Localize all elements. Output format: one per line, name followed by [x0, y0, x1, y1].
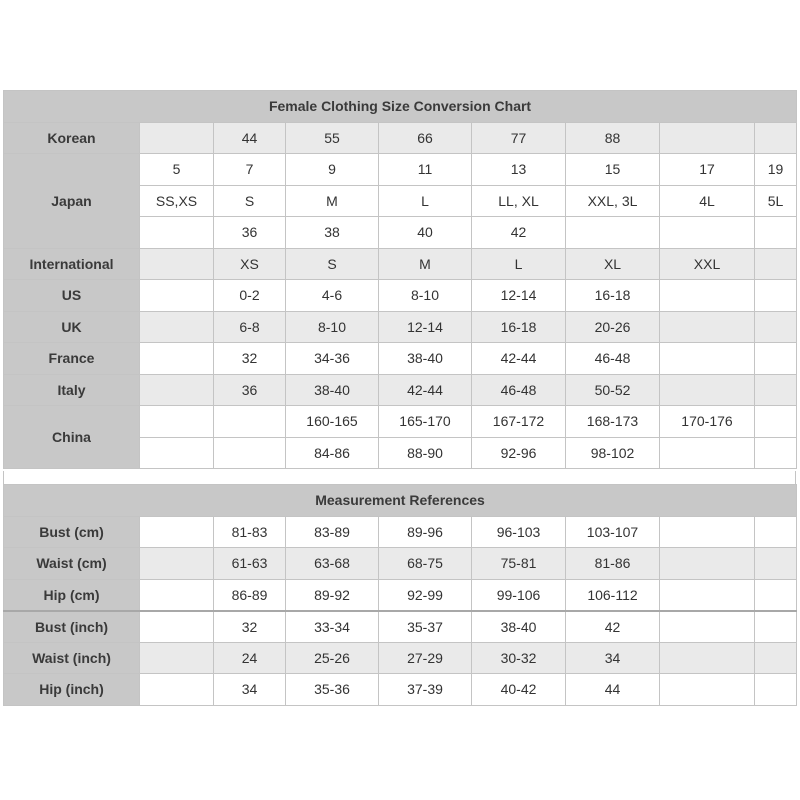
cell: 99-106 [472, 579, 566, 611]
cell [140, 642, 214, 674]
cell [660, 516, 755, 548]
row-label-bust-cm: Bust (cm) [4, 516, 140, 548]
cell: L [472, 248, 566, 280]
cell: 27-29 [379, 642, 472, 674]
cell: 89-92 [286, 579, 379, 611]
cell: 16-18 [566, 280, 660, 312]
cell [140, 406, 214, 438]
cell: XL [566, 248, 660, 280]
cell: 96-103 [472, 516, 566, 548]
cell [755, 343, 797, 375]
cell: 35-37 [379, 611, 472, 643]
cell: M [379, 248, 472, 280]
cell: 40 [379, 217, 472, 249]
cell: 160-165 [286, 406, 379, 438]
cell: 68-75 [379, 548, 472, 580]
row-label-hip-cm: Hip (cm) [4, 579, 140, 611]
cell: 167-172 [472, 406, 566, 438]
cell: 106-112 [566, 579, 660, 611]
cell: 0-2 [214, 280, 286, 312]
cell [140, 437, 214, 469]
cell [660, 122, 755, 154]
row-label-waist-inch: Waist (inch) [4, 642, 140, 674]
cell: 38-40 [379, 343, 472, 375]
cell: 5L [755, 185, 797, 217]
cell: 30-32 [472, 642, 566, 674]
cell [214, 437, 286, 469]
row-label-uk: UK [4, 311, 140, 343]
row-label-china: China [4, 406, 140, 469]
cell: XXL [660, 248, 755, 280]
cell [755, 122, 797, 154]
cell [755, 642, 797, 674]
cell [755, 548, 797, 580]
cell: 92-99 [379, 579, 472, 611]
uk-row [4, 311, 797, 343]
cell: 77 [472, 122, 566, 154]
cell [214, 406, 286, 438]
cell: 44 [566, 674, 660, 706]
cell [140, 611, 214, 643]
cell: 24 [214, 642, 286, 674]
cell [140, 579, 214, 611]
row-label-hip-inch: Hip (inch) [4, 674, 140, 706]
cell [140, 280, 214, 312]
cell: 32 [214, 611, 286, 643]
japan-row-1 [4, 154, 797, 186]
cell: 50-52 [566, 374, 660, 406]
cell [755, 311, 797, 343]
cell: 81-86 [566, 548, 660, 580]
cell [660, 217, 755, 249]
cell: 46-48 [472, 374, 566, 406]
cell [140, 248, 214, 280]
cell: 165-170 [379, 406, 472, 438]
cell: 16-18 [472, 311, 566, 343]
cell [755, 374, 797, 406]
cell: 84-86 [286, 437, 379, 469]
cell: 98-102 [566, 437, 660, 469]
size-conversion-table [3, 90, 797, 469]
cell [660, 343, 755, 375]
cell: 66 [379, 122, 472, 154]
cell: 34 [566, 642, 660, 674]
cell [755, 611, 797, 643]
cell: 75-81 [472, 548, 566, 580]
cell: 13 [472, 154, 566, 186]
measurement-table [3, 484, 797, 706]
row-label-france: France [4, 343, 140, 375]
measurement-row [4, 642, 797, 674]
row-label-japan: Japan [4, 154, 140, 249]
cell: 44 [214, 122, 286, 154]
cell [660, 642, 755, 674]
cell: 36 [214, 217, 286, 249]
cell: 103-107 [566, 516, 660, 548]
measurement-title-row [4, 485, 797, 517]
cell [660, 374, 755, 406]
cell: 168-173 [566, 406, 660, 438]
cell [755, 579, 797, 611]
row-label-italy: Italy [4, 374, 140, 406]
cell [755, 674, 797, 706]
size-chart-title-row [4, 91, 797, 123]
cell: 12-14 [472, 280, 566, 312]
cell: L [379, 185, 472, 217]
cell [140, 516, 214, 548]
korean-row [4, 122, 797, 154]
cell: 55 [286, 122, 379, 154]
france-row [4, 343, 797, 375]
cell: 33-34 [286, 611, 379, 643]
cell [660, 579, 755, 611]
cell [566, 217, 660, 249]
cell: 20-26 [566, 311, 660, 343]
cell: 17 [660, 154, 755, 186]
cell: 32 [214, 343, 286, 375]
cell [140, 674, 214, 706]
row-label-us: US [4, 280, 140, 312]
cell: 8-10 [379, 280, 472, 312]
cell: 37-39 [379, 674, 472, 706]
cell: 86-89 [214, 579, 286, 611]
cell: 38 [286, 217, 379, 249]
row-label-korean: Korean [4, 122, 140, 154]
cell: 61-63 [214, 548, 286, 580]
cell: 8-10 [286, 311, 379, 343]
cell [140, 311, 214, 343]
cell: 42 [566, 611, 660, 643]
cell [755, 516, 797, 548]
cell: 5 [140, 154, 214, 186]
cell: 4-6 [286, 280, 379, 312]
italy-row [4, 374, 797, 406]
cell [140, 343, 214, 375]
international-row [4, 248, 797, 280]
cell [660, 674, 755, 706]
cell: 38-40 [286, 374, 379, 406]
cell [660, 437, 755, 469]
cell: 25-26 [286, 642, 379, 674]
row-label-bust-inch: Bust (inch) [4, 611, 140, 643]
cell: 36 [214, 374, 286, 406]
cell: XXL, 3L [566, 185, 660, 217]
cell: 34-36 [286, 343, 379, 375]
measurement-row [4, 516, 797, 548]
cell: M [286, 185, 379, 217]
cell: 11 [379, 154, 472, 186]
row-label-waist-cm: Waist (cm) [4, 548, 140, 580]
row-label-international: International [4, 248, 140, 280]
cell: 89-96 [379, 516, 472, 548]
cell: 42 [472, 217, 566, 249]
cell [660, 548, 755, 580]
measurement-row [4, 611, 797, 643]
cell [660, 311, 755, 343]
cell: 92-96 [472, 437, 566, 469]
cell: 88 [566, 122, 660, 154]
cell [140, 548, 214, 580]
cell [755, 280, 797, 312]
measurement-row [4, 674, 797, 706]
cell [755, 217, 797, 249]
cell [140, 122, 214, 154]
cell: 6-8 [214, 311, 286, 343]
cell [660, 611, 755, 643]
cell [140, 374, 214, 406]
cell [755, 406, 797, 438]
cell: SS,XS [140, 185, 214, 217]
measurement-title: Measurement References [4, 485, 797, 517]
cell: 46-48 [566, 343, 660, 375]
table-spacer [3, 471, 796, 484]
cell: 12-14 [379, 311, 472, 343]
size-chart-title: Female Clothing Size Conversion Chart [4, 91, 797, 123]
cell: 7 [214, 154, 286, 186]
measurement-row [4, 579, 797, 611]
cell: 81-83 [214, 516, 286, 548]
cell: S [214, 185, 286, 217]
cell: 15 [566, 154, 660, 186]
cell [755, 248, 797, 280]
cell: 63-68 [286, 548, 379, 580]
measurement-row [4, 548, 797, 580]
cell: 19 [755, 154, 797, 186]
cell [660, 280, 755, 312]
cell: 40-42 [472, 674, 566, 706]
cell: S [286, 248, 379, 280]
cell: 4L [660, 185, 755, 217]
china-row-1 [4, 406, 797, 438]
cell [755, 437, 797, 469]
cell: 34 [214, 674, 286, 706]
cell [140, 217, 214, 249]
cell: XS [214, 248, 286, 280]
cell: 42-44 [379, 374, 472, 406]
us-row [4, 280, 797, 312]
cell: 170-176 [660, 406, 755, 438]
cell: 88-90 [379, 437, 472, 469]
cell: LL, XL [472, 185, 566, 217]
cell: 38-40 [472, 611, 566, 643]
cell: 42-44 [472, 343, 566, 375]
cell: 9 [286, 154, 379, 186]
cell: 83-89 [286, 516, 379, 548]
cell: 35-36 [286, 674, 379, 706]
